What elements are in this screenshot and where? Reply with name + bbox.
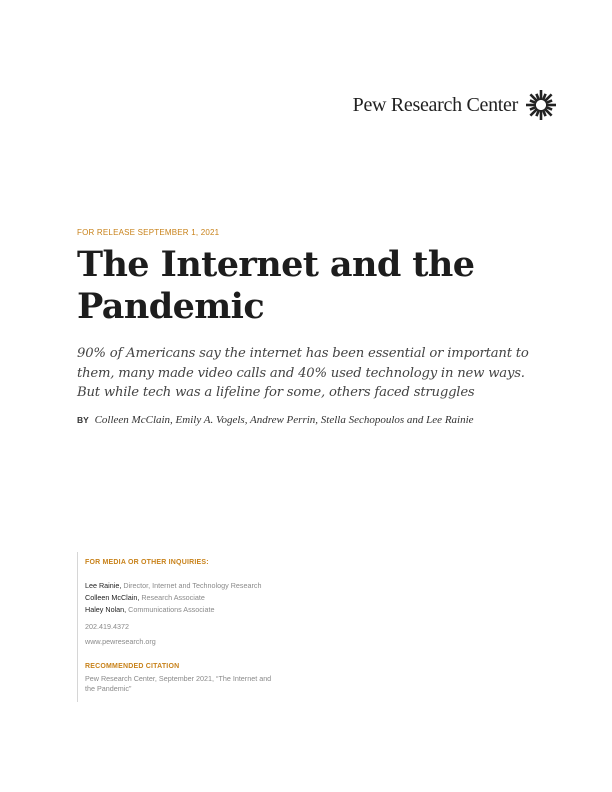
contact-list <box>85 580 277 616</box>
contact-role: Director, Internet and Technology Research <box>123 581 262 590</box>
contact-name: Haley Nolan, <box>85 605 127 614</box>
contact-person <box>85 580 277 592</box>
contact-name: Colleen McClain, <box>85 593 140 602</box>
citation-text: Pew Research Center, September 2021, “The Internet and the Pandemic” <box>85 674 272 693</box>
contact-role: Communications Associate <box>128 605 215 614</box>
report-title: The Internet and the Pandemic <box>77 244 475 327</box>
media-inquiries-heading: FOR MEDIA OR OTHER INQUIRIES: <box>85 559 209 566</box>
contact-box <box>77 552 277 702</box>
logo-text: Pew Research Center <box>352 93 518 116</box>
contact-person <box>85 592 277 604</box>
byline-label: BY <box>77 415 89 425</box>
contact-phone: 202.419.4372 <box>85 622 129 631</box>
citation-heading: RECOMMENDED CITATION <box>85 663 180 670</box>
contact-person <box>85 604 277 616</box>
contact-role: Research Associate <box>141 593 205 602</box>
website-link[interactable]: www.pewresearch.org <box>85 637 156 646</box>
byline <box>77 414 474 426</box>
contact-name: Lee Rainie, <box>85 581 122 590</box>
release-date: FOR RELEASE SEPTEMBER 1, 2021 <box>77 228 220 237</box>
report-subtitle: 90% of Americans say the internet has been essential or important to them, many made video calls and 40% used technology in new ways. But while tech was a lifeline for some, others faced struggles <box>77 346 529 400</box>
pew-logo <box>353 88 558 122</box>
byline-authors: Colleen McClain, Emily A. Vogels, Andrew Perrin, Stella Sechopoulos and Lee Rainie <box>94 414 474 426</box>
sunburst-icon <box>524 88 558 122</box>
